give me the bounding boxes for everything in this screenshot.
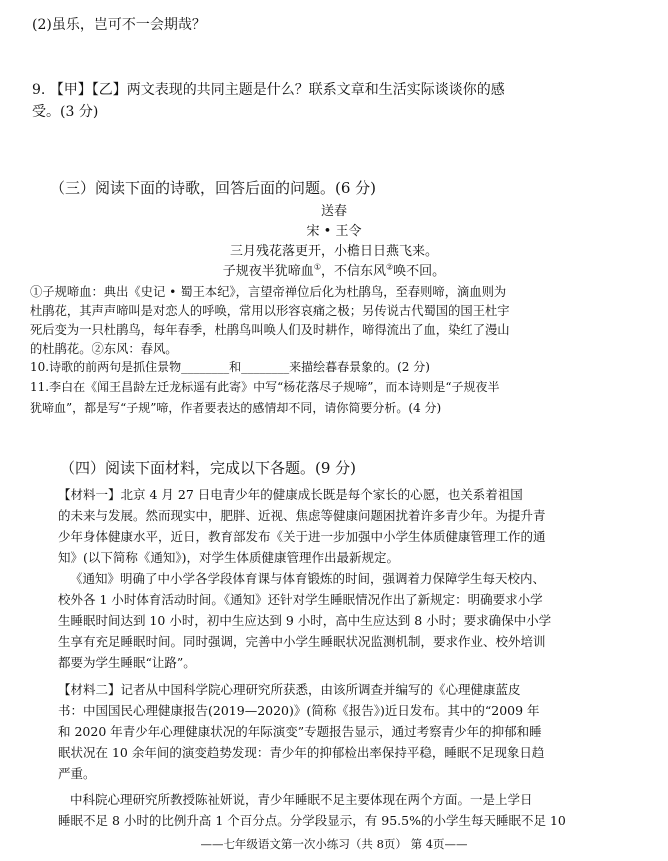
material-line: 生睡眠时间达到 10 小时，初中生应达到 9 小时，高中生应达到 8 小时；要求确保中小学 bbox=[58, 613, 552, 628]
note-line: ①子规啼血：典出《史记 • 蜀王本纪》，言望帝禅位后化为杜鹃鸟，至春则啼，滴血则为 bbox=[30, 285, 507, 299]
note-mark-1: ① bbox=[313, 262, 321, 272]
material-line: 校外各 1 小时体育活动时间。《通知》还针对学生睡眠情况作出了新规定：明确要求小学 bbox=[58, 592, 543, 607]
material-line: 《通知》明确了中小学各学段体育课与体育锻炼的时间，强调着力保障学生每天校内、 bbox=[70, 571, 546, 586]
material-line: 中科院心理研究所教授陈祉妍说，青少年睡眠不足主要体现在两个方面。一是上学日 bbox=[70, 792, 533, 807]
material-line: 少年身体健康水平，近日，教育部发布《关于进一步加强中小学生体质健康管理工作的通 bbox=[58, 529, 546, 544]
poem-line-2b: ，不信东风 bbox=[320, 264, 386, 279]
material-line: 【材料二】记者从中国科学院心理研究所获悉，由该所调查并编写的《心理健康蓝皮 bbox=[58, 682, 521, 697]
page-footer: ——七年级语文第一次小练习（共 8页） 第 4页—— bbox=[200, 837, 468, 851]
material-line: 严重。 bbox=[58, 766, 96, 781]
poem-line-2c: 唤不回。 bbox=[393, 264, 446, 279]
material-line: 生享有充足睡眠时间。同时强调，完善中小学生睡眠状况监测机制，要求作业、校外培训 bbox=[58, 634, 546, 649]
material-line: 眠状况在 10 余年间的演变趋势发现：青少年的抑郁检出率保持平稳，睡眠不足现象日趋 bbox=[58, 745, 545, 760]
material-line: 【材料一】北京 4 月 27 日电青少年的健康成长既是每个家长的心愿，也关系着祖国 bbox=[58, 487, 523, 502]
section-3-heading: （三）阅读下面的诗歌，回答后面的问题。(6 分) bbox=[50, 179, 377, 197]
question-8-2: (2)虽乐，岂可不一会期哉？ bbox=[32, 17, 206, 33]
material-line: 睡眠不足 8 小时的比例升高 1 个百分点。分学段显示，有 95.5%的小学生每天睡眠不足 10 bbox=[58, 813, 566, 828]
material-line: 知》(以下简称《通知》)，对学生体质健康管理作出最新规定。 bbox=[58, 550, 400, 565]
note-mark-2: ② bbox=[386, 262, 394, 272]
answer-blank-1[interactable]: ________ bbox=[181, 360, 230, 374]
section-4-heading: （四）阅读下面材料，完成以下各题。(9 分) bbox=[60, 459, 357, 477]
material-line: 书：中国国民心理健康报告(2019—2020)》(简称《报告》)近日发布。其中的“2009 年 bbox=[58, 703, 540, 718]
note-line: 的杜鹃花。②东风：春风。 bbox=[30, 342, 178, 356]
poem-author: 宋 • 王令 bbox=[306, 224, 362, 239]
poem-line-1: 三月残花落更开，小檐日日燕飞来。 bbox=[229, 244, 438, 259]
question-10 bbox=[30, 358, 430, 375]
poem-title: 送春 bbox=[320, 204, 347, 219]
note-line: 杜鹃花，其声声啼叫是对恋人的呼唤，常用以形容哀痛之极；另传说古代蜀国的国王杜宇 bbox=[30, 304, 510, 318]
note-line: 死后变为一只杜鹃鸟，每年春季，杜鹃鸟叫唤人们及时耕作，啼得流出了血，染红了漫山 bbox=[30, 323, 510, 337]
poem-line-2a: 子规夜半犹啼血 bbox=[222, 264, 314, 279]
question-11-line1: 11.李白在《闻王昌龄左迁龙标遥有此寄》中写“杨花落尽子规啼”，而本诗则是“子规夜半 bbox=[30, 380, 500, 394]
question-9-line2: 受。(3 分) bbox=[32, 104, 99, 120]
material-line: 都要为学生睡眠“让路”。 bbox=[58, 655, 196, 670]
poem-line-2 bbox=[0, 260, 668, 279]
question-11-line2: 犹啼血”，都是写“子规”啼，作者要表达的感情却不同，请你简要分析。(4 分) bbox=[30, 401, 442, 415]
question-10-text-a: 10.诗歌的前两句是抓住景物 bbox=[30, 360, 182, 374]
question-9-line1: 9. 【甲】【乙】两文表现的共同主题是什么？联系文章和生活实际谈谈你的感 bbox=[32, 82, 505, 98]
answer-blank-2[interactable]: ________ bbox=[241, 360, 290, 374]
material-line: 的未来与发展。然而现实中，肥胖、近视、焦虑等健康问题困扰着许多青少年。为提升青 bbox=[58, 508, 546, 523]
question-10-text-c: 来描绘暮春景象的。(2 分) bbox=[289, 360, 430, 374]
material-line: 和 2020 年青少年心理健康状况的年际演变”专题报告显示，通过考察青少年的抑郁和睡 bbox=[58, 724, 542, 739]
question-10-text-b: 和 bbox=[229, 360, 242, 374]
